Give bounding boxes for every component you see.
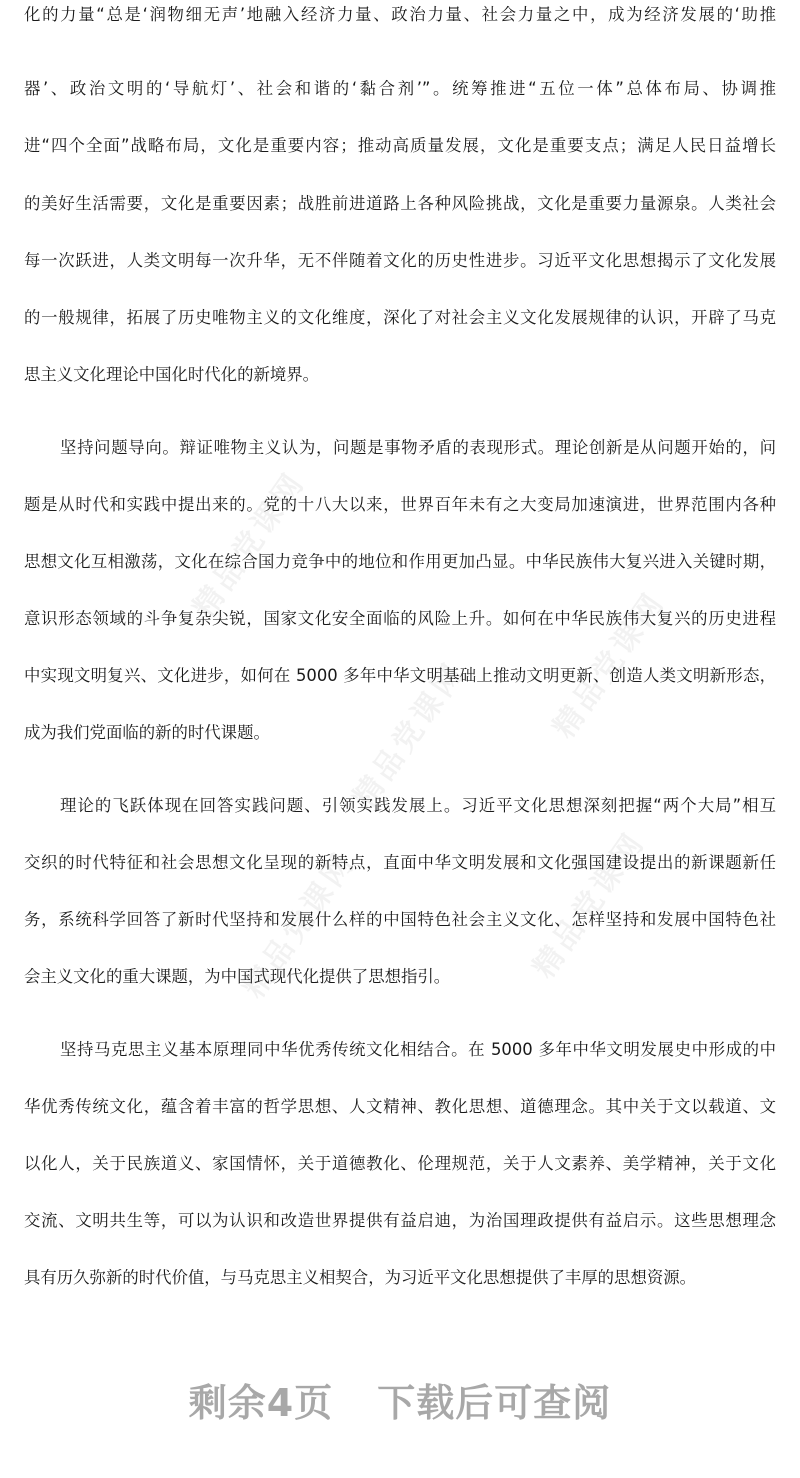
text-line: 化的力量“总是‘润物细无声’地融入经济力量、政治力量、社会力量之中，成为经济发展的‘助推 xyxy=(24,5,776,24)
text-line: 会主义文化的重大课题，为中国式现代化提供了思想指引。 xyxy=(24,967,451,986)
text-line: 务，系统科学回答了新时代坚持和发展什么样的中国特色社会主义文化、怎样坚持和发展中国特色社 xyxy=(24,910,776,929)
text-line: 的一般规律，拓展了历史唯物主义的文化维度，深化了对社会主义文化发展规律的认识，开辟了马克 xyxy=(24,308,776,327)
watermark: 精品党课网 xyxy=(526,825,653,985)
text-line: 理论的飞跃体现在回答实践问题、引领实践发展上。习近平文化思想深刻把握“两个大局”相互 xyxy=(60,796,776,815)
text-line: 成为我们党面临的新的时代课题。 xyxy=(24,723,270,742)
remaining-pages-label: 剩余4页 xyxy=(188,1381,334,1425)
text-line: 的美好生活需要，文化是重要因素；战胜前进道路上各种风险挑战，文化是重要力量源泉。人类社会 xyxy=(24,194,776,213)
watermark: 精品党课网 xyxy=(236,845,363,1005)
download-to-view-label: 下载后可查阅 xyxy=(377,1381,612,1425)
text-line: 题是从时代和实践中提出来的。党的十八大以来，世界百年未有之大变局加速演进，世界范围内各种 xyxy=(24,495,776,514)
text-line: 进“四个全面”战略布局，文化是重要内容；推动高质量发展，文化是重要支点；满足人民日益增长 xyxy=(24,136,776,155)
text-line: 具有历久弥新的时代价值，与马克思主义相契合，为习近平文化思想提供了丰厚的思想资源。 xyxy=(24,1268,697,1287)
text-line: 思想文化互相激荡，文化在综合国力竞争中的地位和作用更加凸显。中华民族伟大复兴进入关键时期， xyxy=(24,552,776,571)
text-line: 中实现文明复兴、文化进步，如何在 5000 多年中华文明基础上推动文明更新、创造人类文明新形态， xyxy=(24,666,776,685)
text-line: 坚持问题导向。辩证唯物主义认为，问题是事物矛盾的表现形式。理论创新是从问题开始的，问 xyxy=(60,438,776,457)
watermark: 精品党课网 xyxy=(186,465,313,625)
text-line: 器’、政治文明的‘导航灯’、社会和谐的‘黏合剂’”。统筹推进“五位一体”总体布局、协调推 xyxy=(24,79,776,98)
text-line: 华优秀传统文化，蕴含着丰富的哲学思想、人文精神、教化思想、道德理念。其中关于文以载道、文 xyxy=(24,1097,776,1116)
text-line: 坚持马克思主义基本原理同中华优秀传统文化相结合。在 5000 多年中华文明发展史中形成的中 xyxy=(60,1040,776,1059)
watermark: 精品党课网 xyxy=(546,585,673,745)
text-line: 交流、文明共生等，可以为认识和改造世界提供有益启迪，为治国理政提供有益启示。这些思想理念 xyxy=(24,1211,776,1230)
text-line: 思主义文化理论中国化时代化的新境界。 xyxy=(24,365,320,384)
remaining-pages-banner[interactable] xyxy=(0,1378,800,1428)
text-line: 交织的时代特征和社会思想文化呈现的新特点，直面中华文明发展和文化强国建设提出的新课题新任 xyxy=(24,853,776,872)
watermark: 精品党课网 xyxy=(346,655,473,815)
text-line: 每一次跃进，人类文明每一次升华，无不伴随着文化的历史性进步。习近平文化思想揭示了文化发展 xyxy=(24,251,776,270)
text-line: 以化人，关于民族道义、家国情怀，关于道德教化、伦理规范，关于人文素养、美学精神，关于文化 xyxy=(24,1154,776,1173)
text-line: 意识形态领域的斗争复杂尖锐，国家文化安全面临的风险上升。如何在中华民族伟大复兴的历史进程 xyxy=(24,609,776,628)
